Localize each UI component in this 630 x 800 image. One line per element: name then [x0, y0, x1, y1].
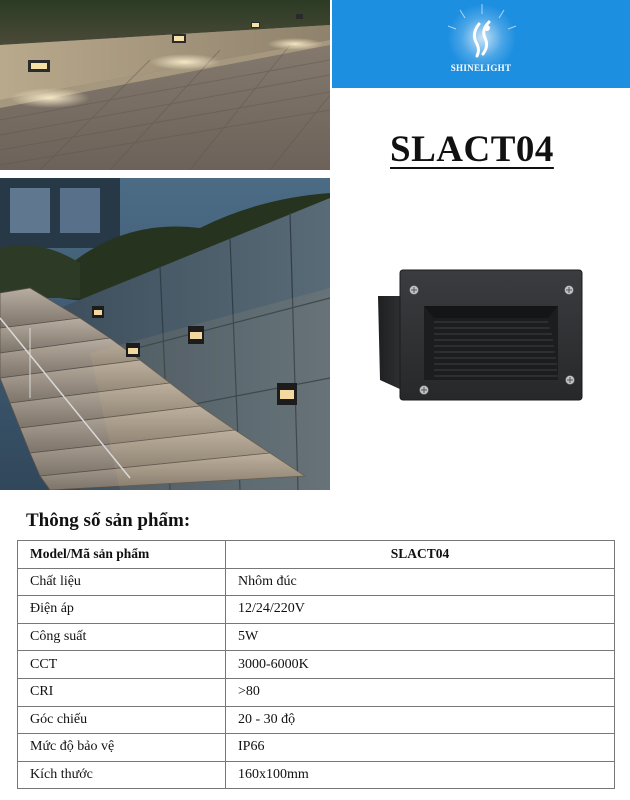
brand-logo-icon — [467, 20, 497, 58]
installation-photo-wall — [0, 0, 330, 170]
header-label: Model/Mã sản phẩm — [18, 541, 226, 569]
table-row — [18, 596, 615, 624]
table-header-row — [18, 541, 615, 569]
row-value: Nhôm đúc — [226, 568, 615, 596]
row-label: Chất liệu — [18, 568, 226, 596]
row-label: Công suất — [18, 623, 226, 651]
spec-table — [17, 540, 615, 789]
spec-heading: Thông số sản phẩm: — [26, 510, 191, 531]
row-value: 160x100mm — [226, 761, 615, 789]
table-row — [18, 568, 615, 596]
table-row — [18, 761, 615, 789]
row-value: 5W — [226, 623, 615, 651]
table-row — [18, 706, 615, 734]
row-label: Mức độ bảo vệ — [18, 734, 226, 762]
model-title: SLACT04 — [390, 129, 554, 170]
table-row — [18, 678, 615, 706]
product-photo — [372, 262, 588, 412]
installation-photo-stairs — [0, 178, 330, 490]
row-label: CCT — [18, 651, 226, 679]
table-row — [18, 734, 615, 762]
brand-name: SHINELIGHT — [450, 63, 512, 73]
header-value: SLACT04 — [226, 541, 615, 569]
brand-panel — [332, 0, 630, 88]
row-value: 3000-6000K — [226, 651, 615, 679]
row-label: Điện áp — [18, 596, 226, 624]
row-label: CRI — [18, 678, 226, 706]
row-value: 20 - 30 độ — [226, 706, 615, 734]
row-label: Góc chiếu — [18, 706, 226, 734]
row-label: Kích thước — [18, 761, 226, 789]
row-value: IP66 — [226, 734, 615, 762]
table-row — [18, 651, 615, 679]
table-row — [18, 623, 615, 651]
row-value: >80 — [226, 678, 615, 706]
row-value: 12/24/220V — [226, 596, 615, 624]
